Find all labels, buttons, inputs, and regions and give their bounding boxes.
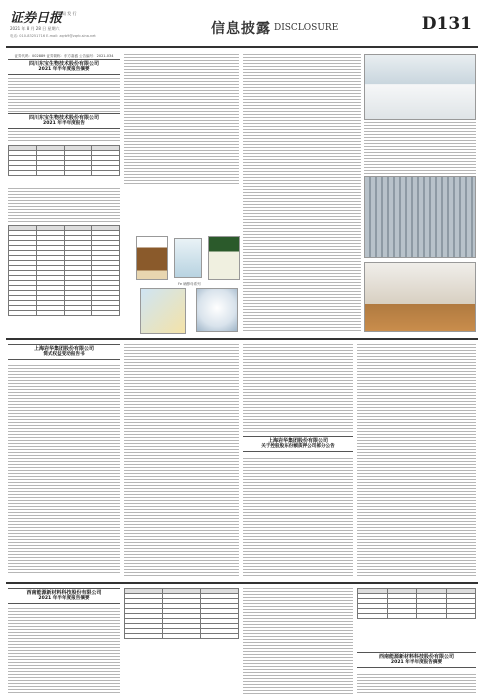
text-block [124, 344, 239, 576]
text-block [357, 344, 476, 576]
section-title-en: DISCLOSURE [274, 23, 339, 33]
report-title: 2021 年半年度报告 [43, 121, 85, 126]
data-table [8, 145, 120, 185]
announcement-header-6 [357, 652, 476, 670]
data-table [357, 588, 476, 648]
report-title: 2021 年半年度报告摘要 [38, 67, 90, 72]
warehouse-photo [364, 262, 476, 332]
text-block [364, 122, 476, 174]
text-block [243, 458, 353, 576]
text-block [124, 54, 239, 184]
text-block [8, 188, 120, 222]
text-block [8, 78, 120, 112]
text-block [243, 588, 353, 694]
report-title: 2021 年半年度报告摘要 [38, 596, 90, 601]
announcement-title-box [8, 588, 120, 604]
page-number: D131 [421, 14, 472, 34]
contact-line: 电话: 010-83251716 E-mail: zqrb9@zqrb.sina.net [10, 34, 96, 38]
announcement-title-box [8, 59, 120, 75]
product-caption: Fe 硒酵母系列 [178, 282, 201, 286]
text-block [8, 608, 120, 694]
text-block [357, 674, 476, 694]
product-box-photo [136, 236, 168, 280]
text-block [243, 54, 361, 332]
factory-photo [364, 54, 476, 120]
company-name: 上海岩华集团股份有限公司 [33, 346, 94, 352]
company-name: 四川东宝生物技术股份有限公司 [28, 115, 99, 121]
product-tin-photo [196, 288, 238, 332]
stock-code-line: 证券代码：002889 证券简称：东方嘉盛 公告编号：2021-034 [14, 54, 114, 58]
report-title: 简式权益变动报告书 [43, 352, 85, 357]
text-block [243, 344, 353, 432]
newspaper-logo: 证券日报 [10, 11, 63, 26]
announcement-header-1 [8, 54, 120, 76]
announcement-title-box [8, 113, 120, 129]
announcement-header-5 [8, 588, 120, 606]
product-box-photo [208, 236, 240, 280]
data-table [124, 588, 239, 694]
masthead [6, 4, 478, 48]
section-divider [6, 338, 478, 340]
announcement-title-box [243, 436, 353, 452]
company-name: 四川东宝生物技术股份有限公司 [28, 61, 99, 67]
announcement-title-box [8, 344, 120, 360]
issue-date: 2021 年 8 月 28 日 星期六 [10, 26, 60, 31]
report-title: 关于控股股东份额质押公司部分公告 [261, 444, 335, 449]
announcement-header-3 [8, 344, 120, 362]
announcement-header-4 [243, 436, 353, 454]
company-name: 西南能源新材料科技股份有限公司 [378, 654, 454, 660]
text-block [8, 365, 120, 575]
section-divider [6, 582, 478, 584]
product-tin-photo [140, 288, 186, 334]
announcement-title-box [357, 652, 476, 668]
production-line-photo [364, 176, 476, 258]
financial-table [8, 225, 120, 333]
product-box-photo [174, 238, 202, 278]
company-name: 上海岩华集团股份有限公司 [267, 438, 328, 444]
announcement-header-2 [8, 113, 120, 129]
report-title: 2021 年半年度报告摘要 [390, 660, 443, 665]
text-block [8, 131, 120, 143]
logo-subtitle: 邮局 发 行 [58, 11, 77, 16]
company-name: 西南能源新材料科技股份有限公司 [26, 590, 102, 596]
section-title: 信息披露 [211, 21, 271, 37]
